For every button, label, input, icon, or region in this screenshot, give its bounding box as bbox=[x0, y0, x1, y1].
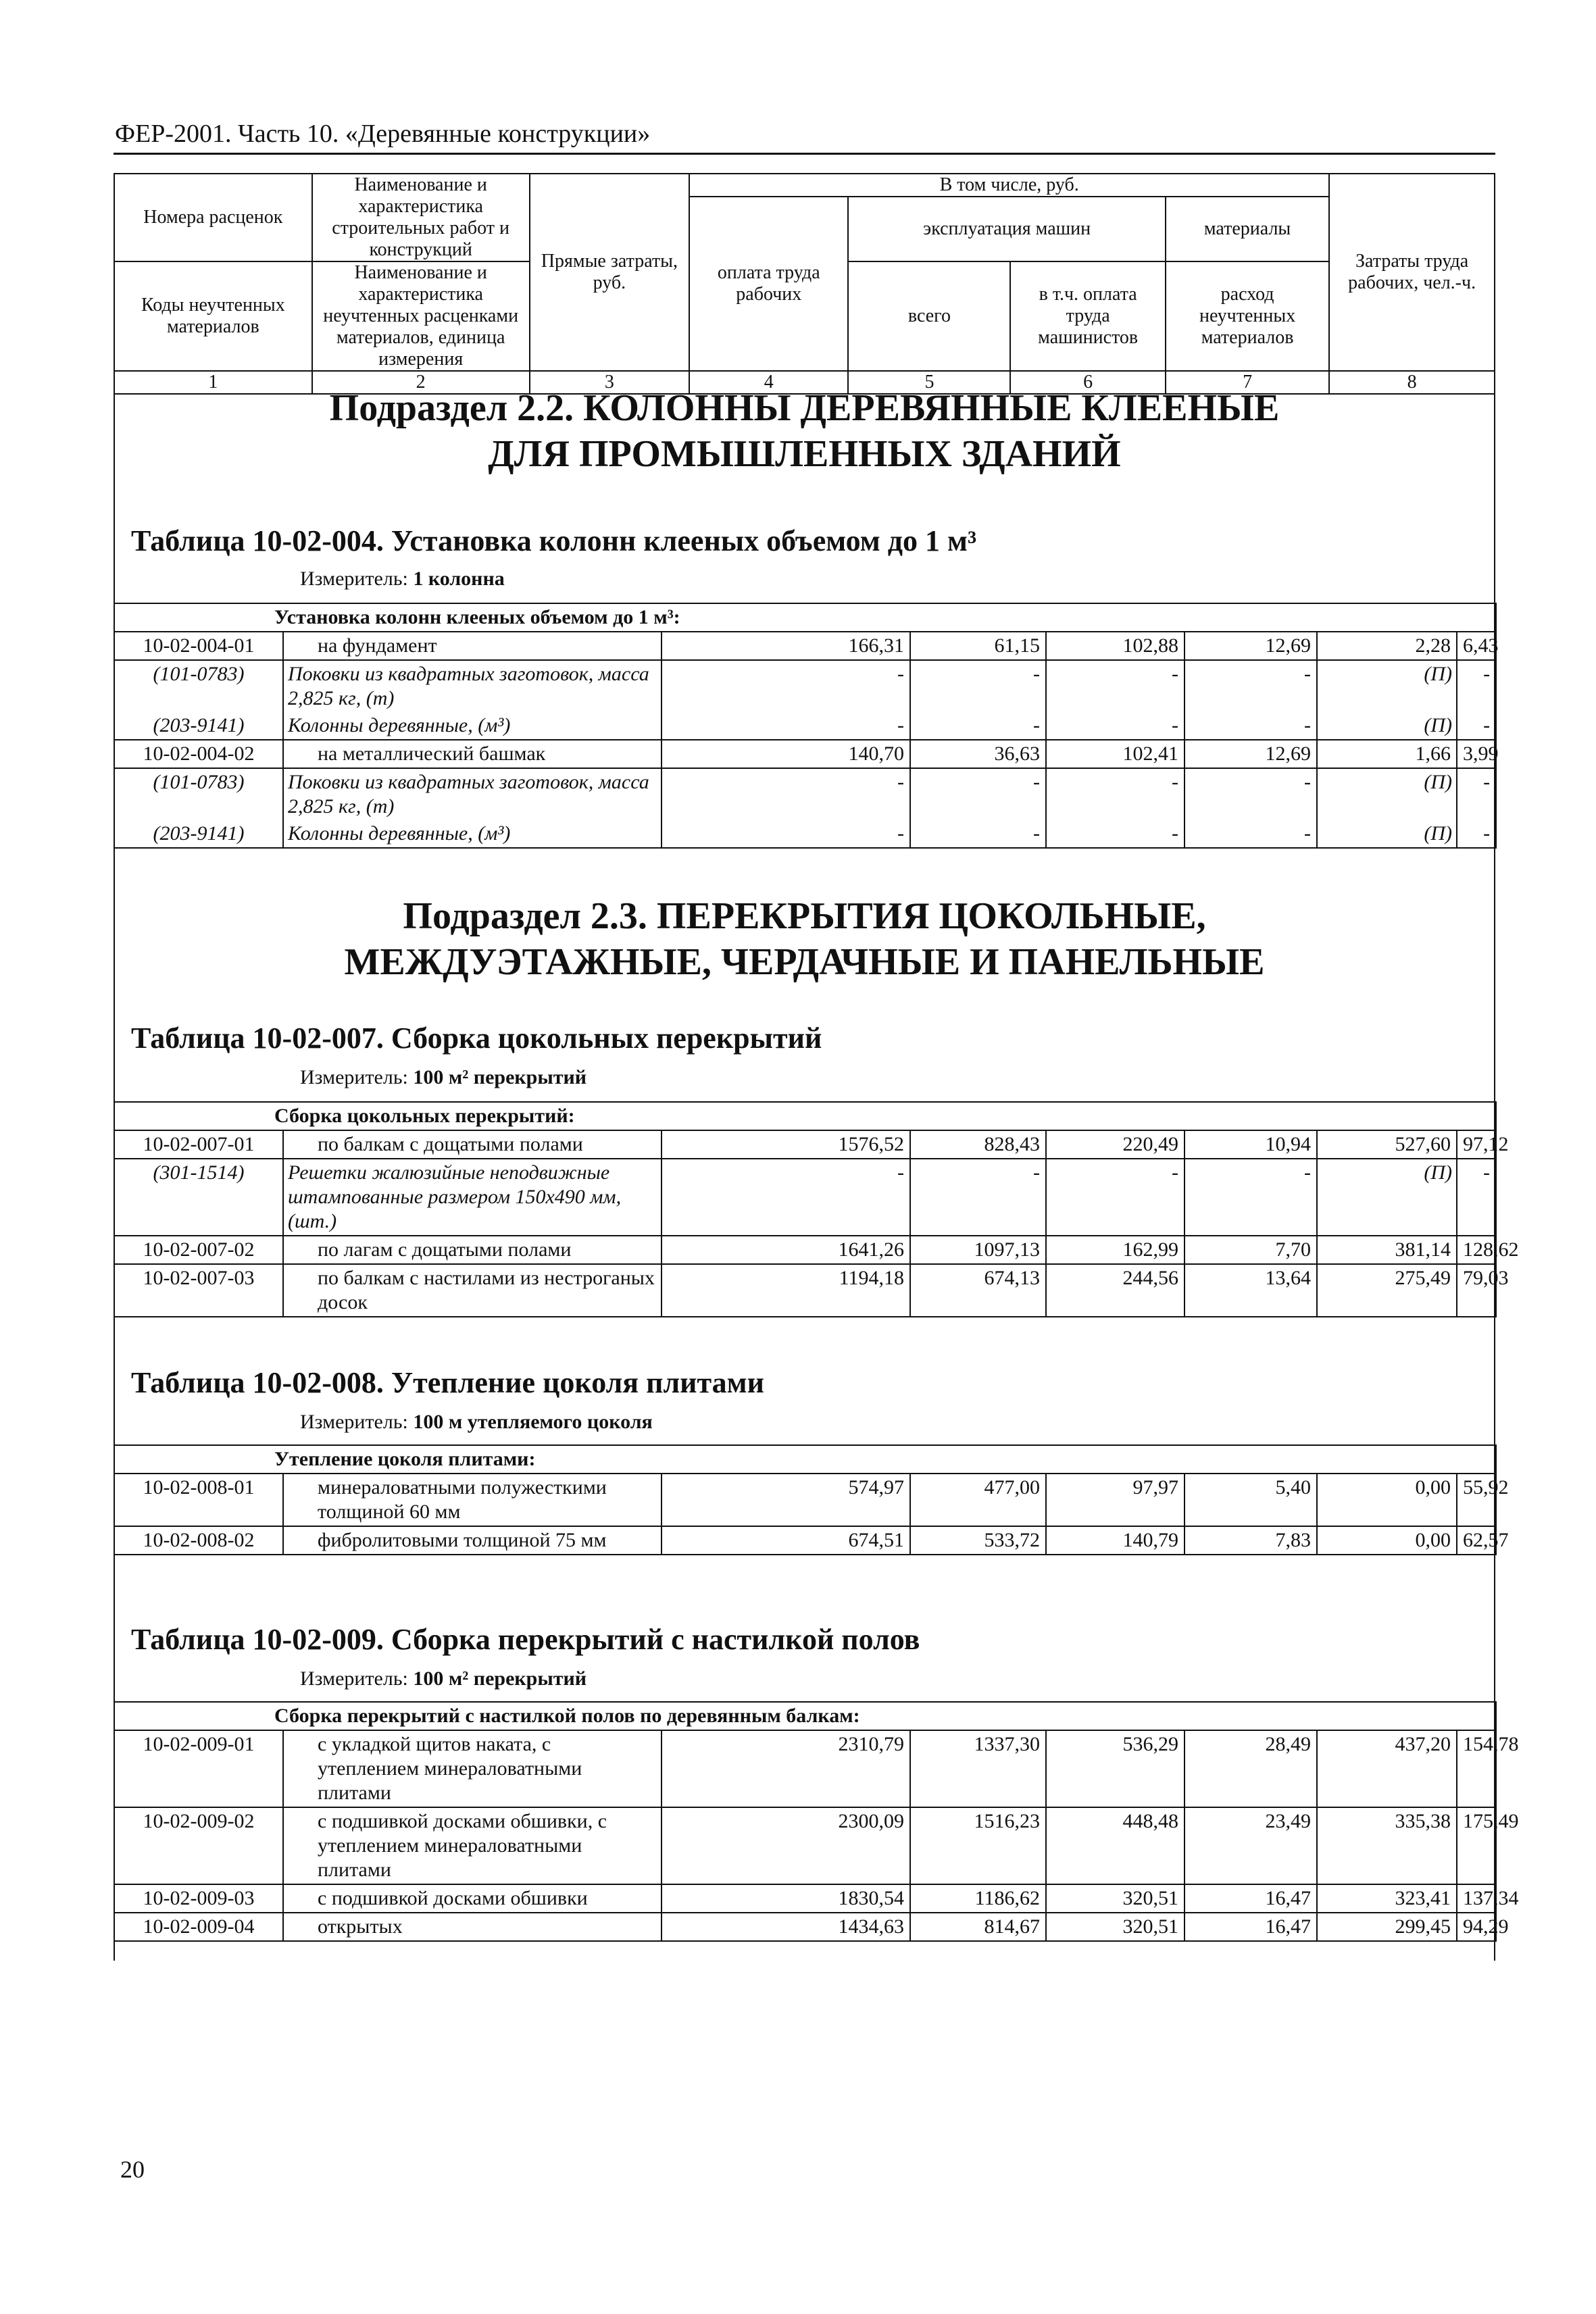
materials: 275,49 bbox=[1317, 1264, 1457, 1317]
operator-pay: 12,69 bbox=[1184, 740, 1317, 768]
measure-line bbox=[300, 1666, 587, 1692]
project-marker: (П) bbox=[1317, 1159, 1457, 1236]
dash: - bbox=[662, 1159, 910, 1236]
operator-pay: 13,64 bbox=[1184, 1264, 1317, 1317]
table-title: Таблица 10-02-009. Сборка перекрытий с настилкой полов bbox=[131, 1623, 920, 1656]
materials: 2,28 bbox=[1317, 632, 1457, 660]
rate-code: 10-02-007-01 bbox=[114, 1130, 283, 1159]
operator-pay: 16,47 bbox=[1184, 1913, 1317, 1941]
rate-table-004 bbox=[114, 603, 1497, 849]
measure-value: 100 м утепляемого цоколя bbox=[413, 1411, 653, 1433]
dash: - bbox=[1184, 712, 1317, 740]
materials: 335,38 bbox=[1317, 1807, 1457, 1884]
machines-total: 97,97 bbox=[1046, 1474, 1184, 1526]
dash: - bbox=[1184, 768, 1317, 820]
material-row bbox=[114, 768, 1496, 820]
work-name: по балкам с дощатыми полами bbox=[283, 1130, 662, 1159]
operator-pay: 23,49 bbox=[1184, 1807, 1317, 1884]
project-marker: (П) bbox=[1317, 820, 1457, 848]
work-name: с укладкой щитов наката, с утеплением минераловатными плитами bbox=[283, 1730, 662, 1807]
machines-total: 320,51 bbox=[1046, 1884, 1184, 1913]
labor-hours: 137,34 bbox=[1457, 1884, 1496, 1913]
table-row bbox=[114, 1474, 1496, 1526]
table-title: Таблица 10-02-004. Установка колонн клееных объемом до 1 м³ bbox=[131, 524, 977, 557]
worker-pay: 477,00 bbox=[910, 1474, 1046, 1526]
worker-pay: 1186,62 bbox=[910, 1884, 1046, 1913]
materials: 0,00 bbox=[1317, 1474, 1457, 1526]
machines-total: 140,79 bbox=[1046, 1526, 1184, 1555]
table-row bbox=[114, 1236, 1496, 1264]
rate-code: 10-02-007-02 bbox=[114, 1236, 283, 1264]
labor-hours: 3,99 bbox=[1457, 740, 1496, 768]
materials: 299,45 bbox=[1317, 1913, 1457, 1941]
dash: - bbox=[910, 712, 1046, 740]
header-machines: эксплуатация машин bbox=[848, 197, 1165, 261]
material-code: (203-9141) bbox=[114, 712, 283, 740]
direct-costs: 674,51 bbox=[662, 1526, 910, 1555]
header-including: В том числе, руб. bbox=[689, 174, 1329, 197]
machines-total: 102,88 bbox=[1046, 632, 1184, 660]
direct-costs: 574,97 bbox=[662, 1474, 910, 1526]
material-name: Колонны деревянные, (м³) bbox=[283, 820, 662, 848]
worker-pay: 828,43 bbox=[910, 1130, 1046, 1159]
header-material-names: Наименование и характеристика неучтенных расценками материалов, единица измерения bbox=[312, 261, 530, 371]
rate-code: 10-02-004-01 bbox=[114, 632, 283, 660]
operator-pay: 5,40 bbox=[1184, 1474, 1317, 1526]
worker-pay: 533,72 bbox=[910, 1526, 1046, 1555]
measure-value: 100 м² перекрытий bbox=[413, 1667, 587, 1690]
direct-costs: 2310,79 bbox=[662, 1730, 910, 1807]
machines-total: 102,41 bbox=[1046, 740, 1184, 768]
header-direct-costs: Прямые затраты, руб. bbox=[530, 174, 689, 371]
work-name: фибролитовыми толщиной 75 мм bbox=[283, 1526, 662, 1555]
worker-pay: 1337,30 bbox=[910, 1730, 1046, 1807]
direct-costs: 166,31 bbox=[662, 632, 910, 660]
direct-costs: 1830,54 bbox=[662, 1884, 910, 1913]
measure-value: 100 м² перекрытий bbox=[413, 1066, 587, 1088]
dash: - bbox=[1046, 660, 1184, 712]
measure-label: Измеритель: bbox=[300, 1667, 408, 1690]
table-caption: Установка колонн клееных объемом до 1 м³: bbox=[114, 603, 1496, 632]
direct-costs: 1641,26 bbox=[662, 1236, 910, 1264]
worker-pay: 36,63 bbox=[910, 740, 1046, 768]
materials: 0,00 bbox=[1317, 1526, 1457, 1555]
machines-total: 244,56 bbox=[1046, 1264, 1184, 1317]
rate-code: 10-02-008-01 bbox=[114, 1474, 283, 1526]
header-machines-total: всего bbox=[848, 261, 1010, 371]
header-rate-numbers: Номера расценок bbox=[114, 174, 312, 261]
rate-code: 10-02-009-04 bbox=[114, 1913, 283, 1941]
materials: 1,66 bbox=[1317, 740, 1457, 768]
table-caption: Сборка цокольных перекрытий: bbox=[114, 1102, 1496, 1130]
rate-table-009 bbox=[114, 1701, 1519, 1942]
table-row bbox=[114, 1130, 1496, 1159]
rate-code: 10-02-009-03 bbox=[114, 1884, 283, 1913]
work-name: на фундамент bbox=[283, 632, 662, 660]
rate-code: 10-02-004-02 bbox=[114, 740, 283, 768]
work-name: открытых bbox=[283, 1913, 662, 1941]
operator-pay: 28,49 bbox=[1184, 1730, 1317, 1807]
measure-label: Измеритель: bbox=[300, 1066, 408, 1088]
dash: - bbox=[1046, 820, 1184, 848]
rate-code: 10-02-009-02 bbox=[114, 1807, 283, 1884]
operator-pay: 16,47 bbox=[1184, 1884, 1317, 1913]
material-row bbox=[114, 660, 1496, 712]
material-row bbox=[114, 820, 1496, 848]
rate-table-007 bbox=[114, 1101, 1519, 1317]
measure-line bbox=[300, 1409, 653, 1435]
dash: - bbox=[1457, 1159, 1496, 1236]
header-num: 6 bbox=[1010, 371, 1165, 394]
dash: - bbox=[662, 712, 910, 740]
work-name: минераловатными полужесткими толщиной 60 мм bbox=[283, 1474, 662, 1526]
page-number: 20 bbox=[120, 2156, 145, 2183]
materials: 323,41 bbox=[1317, 1884, 1457, 1913]
materials: 527,60 bbox=[1317, 1130, 1457, 1159]
labor-hours: 55,92 bbox=[1457, 1474, 1496, 1526]
material-name: Поковки из квадратных заготовок, масса 2,825 кг, (т) bbox=[283, 768, 662, 820]
material-name: Решетки жалюзийные неподвижные штампованные размером 150х490 мм, (шт.) bbox=[283, 1159, 662, 1236]
project-marker: (П) bbox=[1317, 768, 1457, 820]
dash: - bbox=[1184, 1159, 1317, 1236]
table-title: Таблица 10-02-008. Утепление цоколя плитами bbox=[131, 1366, 764, 1399]
rate-code: 10-02-009-01 bbox=[114, 1730, 283, 1807]
material-name: Колонны деревянные, (м³) bbox=[283, 712, 662, 740]
direct-costs: 1434,63 bbox=[662, 1913, 910, 1941]
table-title: Таблица 10-02-007. Сборка цокольных перекрытий bbox=[131, 1022, 822, 1055]
labor-hours: 97,12 bbox=[1457, 1130, 1496, 1159]
work-name: по лагам с дощатыми полами bbox=[283, 1236, 662, 1264]
worker-pay: 674,13 bbox=[910, 1264, 1046, 1317]
material-row bbox=[114, 712, 1496, 740]
header-material-codes: Коды неучтенных материалов bbox=[114, 261, 312, 371]
table-caption: Утепление цоколя плитами: bbox=[114, 1445, 1496, 1474]
operator-pay: 7,83 bbox=[1184, 1526, 1317, 1555]
dash: - bbox=[910, 768, 1046, 820]
worker-pay: 61,15 bbox=[910, 632, 1046, 660]
work-name: с подшивкой досками обшивки bbox=[283, 1884, 662, 1913]
material-name: Поковки из квадратных заготовок, масса 2,825 кг, (т) bbox=[283, 660, 662, 712]
table-row bbox=[114, 740, 1496, 768]
table-row bbox=[114, 1526, 1496, 1555]
machines-total: 320,51 bbox=[1046, 1913, 1184, 1941]
table-row bbox=[114, 1730, 1496, 1807]
material-row bbox=[114, 1159, 1496, 1236]
dash: - bbox=[1457, 660, 1496, 712]
measure-line bbox=[300, 566, 505, 592]
operator-pay: 7,70 bbox=[1184, 1236, 1317, 1264]
table-row bbox=[114, 1264, 1496, 1317]
dash: - bbox=[662, 820, 910, 848]
subsection-title: Подраздел 2.2. КОЛОННЫ ДЕРЕВЯННЫЕ КЛЕЕНЫЕ ДЛЯ ПРОМЫШЛЕННЫХ ЗДАНИЙ bbox=[329, 387, 1280, 475]
dash: - bbox=[910, 660, 1046, 712]
operator-pay: 10,94 bbox=[1184, 1130, 1317, 1159]
machines-total: 162,99 bbox=[1046, 1236, 1184, 1264]
rate-code: 10-02-008-02 bbox=[114, 1526, 283, 1555]
dash: - bbox=[910, 820, 1046, 848]
labor-hours: 94,29 bbox=[1457, 1913, 1496, 1941]
direct-costs: 1576,52 bbox=[662, 1130, 910, 1159]
labor-hours: 6,43 bbox=[1457, 632, 1496, 660]
machines-total: 536,29 bbox=[1046, 1730, 1184, 1807]
measure-label: Измеритель: bbox=[300, 1411, 408, 1433]
table-row bbox=[114, 632, 1496, 660]
worker-pay: 1097,13 bbox=[910, 1236, 1046, 1264]
table-row bbox=[114, 1807, 1496, 1884]
dash: - bbox=[1457, 768, 1496, 820]
header-num: 5 bbox=[848, 371, 1010, 394]
project-marker: (П) bbox=[1317, 712, 1457, 740]
dash: - bbox=[662, 660, 910, 712]
materials: 381,14 bbox=[1317, 1236, 1457, 1264]
direct-costs: 1194,18 bbox=[662, 1264, 910, 1317]
header-num: 7 bbox=[1166, 371, 1329, 394]
header-operator-pay: в т.ч. оплата труда машинистов bbox=[1010, 261, 1165, 371]
labor-hours: 62,57 bbox=[1457, 1526, 1496, 1555]
measure-label: Измеритель: bbox=[300, 568, 408, 590]
measure-line bbox=[300, 1065, 587, 1090]
rate-table-008 bbox=[114, 1444, 1509, 1555]
material-code: (301-1514) bbox=[114, 1159, 283, 1236]
header-work-name: Наименование и характеристика строительных работ и конструкций bbox=[312, 174, 530, 261]
header-labor-hours: Затраты труда рабочих, чел.-ч. bbox=[1329, 174, 1495, 371]
header-material-consumption: расход неучтенных материалов bbox=[1166, 261, 1329, 371]
header-num: 2 bbox=[312, 371, 530, 394]
dash: - bbox=[1184, 820, 1317, 848]
direct-costs: 140,70 bbox=[662, 740, 910, 768]
operator-pay: 12,69 bbox=[1184, 632, 1317, 660]
table-row bbox=[114, 1884, 1496, 1913]
rate-code: 10-02-007-03 bbox=[114, 1264, 283, 1317]
header-num: 1 bbox=[114, 371, 312, 394]
project-marker: (П) bbox=[1317, 660, 1457, 712]
header-num: 3 bbox=[530, 371, 689, 394]
material-code: (203-9141) bbox=[114, 820, 283, 848]
dash: - bbox=[1457, 712, 1496, 740]
header-rule bbox=[114, 153, 1495, 155]
dash: - bbox=[1046, 712, 1184, 740]
dash: - bbox=[1457, 820, 1496, 848]
header-worker-pay: оплата труда рабочих bbox=[689, 197, 848, 371]
work-name: с подшивкой досками обшивки, с утеплением минераловатными плитами bbox=[283, 1807, 662, 1884]
dash: - bbox=[1046, 768, 1184, 820]
work-name: по балкам с настилами из нестроганых досок bbox=[283, 1264, 662, 1317]
header-materials: материалы bbox=[1166, 197, 1329, 261]
running-head: ФЕР-2001. Часть 10. «Деревянные конструкции» bbox=[115, 120, 651, 148]
worker-pay: 814,67 bbox=[910, 1913, 1046, 1941]
materials: 437,20 bbox=[1317, 1730, 1457, 1807]
material-code: (101-0783) bbox=[114, 768, 283, 820]
measure-value: 1 колонна bbox=[413, 568, 505, 590]
labor-hours: 175,49 bbox=[1457, 1807, 1496, 1884]
dash: - bbox=[1184, 660, 1317, 712]
direct-costs: 2300,09 bbox=[662, 1807, 910, 1884]
header-num: 4 bbox=[689, 371, 848, 394]
dash: - bbox=[662, 768, 910, 820]
subsection-title: Подраздел 2.3. ПЕРЕКРЫТИЯ ЦОКОЛЬНЫЕ, МЕЖДУЭТАЖНЫЕ, ЧЕРДАЧНЫЕ И ПАНЕЛЬНЫЕ bbox=[344, 895, 1265, 983]
machines-total: 220,49 bbox=[1046, 1130, 1184, 1159]
header-num: 8 bbox=[1329, 371, 1495, 394]
dash: - bbox=[910, 1159, 1046, 1236]
table-row bbox=[114, 1913, 1496, 1941]
dash: - bbox=[1046, 1159, 1184, 1236]
material-code: (101-0783) bbox=[114, 660, 283, 712]
work-name: на металлический башмак bbox=[283, 740, 662, 768]
labor-hours: 128,62 bbox=[1457, 1236, 1496, 1264]
table-caption: Сборка перекрытий с настилкой полов по деревянным балкам: bbox=[114, 1702, 1496, 1730]
worker-pay: 1516,23 bbox=[910, 1807, 1046, 1884]
machines-total: 448,48 bbox=[1046, 1807, 1184, 1884]
labor-hours: 79,03 bbox=[1457, 1264, 1496, 1317]
labor-hours: 154,78 bbox=[1457, 1730, 1496, 1807]
